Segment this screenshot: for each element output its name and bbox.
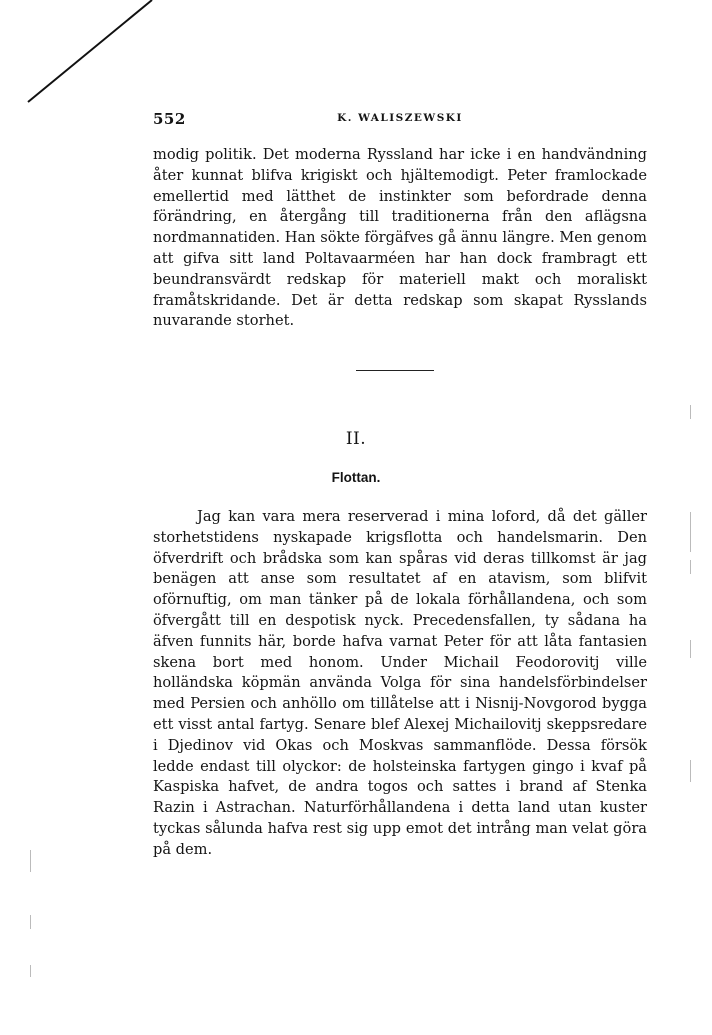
margin-mark: [30, 965, 31, 977]
running-head: K. WALISZEWSKI: [337, 112, 463, 124]
page-header: [153, 110, 647, 130]
section-divider: [356, 370, 434, 371]
margin-mark: [690, 405, 691, 419]
margin-mark: [30, 915, 31, 929]
page-number: 552: [153, 110, 186, 128]
margin-mark: [690, 512, 691, 552]
margin-mark: [690, 640, 691, 658]
paragraph-2: Jag kan vara mera reserverad i mina loford, då det gäller storhetstidens nyskapade krigsflotta och handelsmarin. Den öfverdrift och brådska som kan spåras vid deras tillkomst är jag benägen att anse som resultatet af en atavism, som blifvit oförnuftig, om man tänker på de lokala förhållandena, och som öfvergått till en despotisk nyck. Precedensfallen, ty sådana ha äfven funnits här, borde hafva varnat Peter för att låta fantasien skena bort med honom. Under Michail Feodorovitj ville holländska köpmän använda Volga för sina handelsförbindelser med Persien och anhöllo om tillåtelse att i Nisnij-Novgorod bygga ett visst antal fartyg. Senare blef Alexej Michailovitj skeppsredare i Djedinov vid Okas och Moskvas sammanflöde. Dessa försök ledde endast till olyckor: de holsteinska fartygen gingo i kvaf på Kaspiska hafvet, de andra togos och sattes i brand af Stenka Razin i Astrachan. Naturförhållandena i detta land utan kuster tyckas sålunda hafva rest sig upp emot det intrång man velat göra på dem.: [153, 508, 647, 858]
margin-mark: [690, 760, 691, 782]
section-title: Flottan.: [331, 470, 381, 485]
margin-mark: [30, 850, 31, 872]
paragraph-1: modig politik. Det moderna Ryssland har icke i en handvändning åter kunnat blifva krigiskt och hjältemodigt. Peter framlockade emellertid med lätthet de instinkter som befordrade denna förändring, en återgång till traditionerna från den aflägsna nordmannatiden. Han sökte förgäfves gå ännu längre. Men genom att gifva sitt land Poltavaarméen har han dock frambragt ett beundransvärdt redskap för materiell makt och moraliskt framåtskridande. Det är detta redskap som skapat Rysslands nuvarande storhet.: [153, 146, 647, 330]
margin-mark: [690, 560, 691, 574]
section-number: II.: [345, 429, 367, 449]
